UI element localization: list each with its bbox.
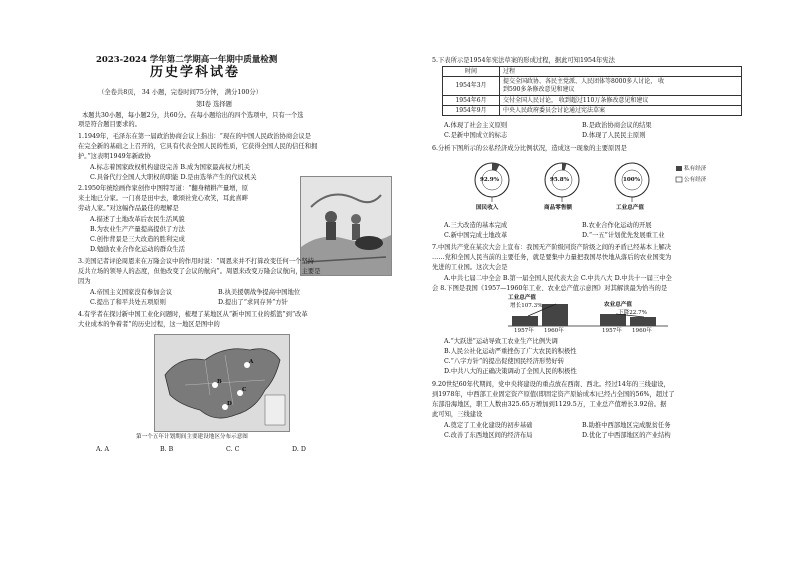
table-cell-line: 提交全国政协、各民主党派、人民团体等8000多人讨论， 收 (503, 78, 665, 85)
option-line: C.改善了东西地区间的经济布局 (444, 432, 533, 439)
question-line: 大业成本的争着者”的历史过程，这一地区是图中的 (78, 321, 220, 328)
table-row (443, 106, 742, 116)
question-line: 来土地已分家。一门喜是田中去，歌颂社党心欢笑，耳此喜畔 (78, 195, 249, 202)
option-line: B.为农业生产产量提高提供了方法 (90, 226, 185, 233)
table-header (443, 67, 742, 77)
question-line: 反共立场的领导人的态度，但他改变了会议的航向”。周恩来改变万隆会议航向，主要是 (78, 268, 321, 275)
option-c: C. C (226, 446, 240, 453)
china-map-figure (154, 334, 290, 432)
question-line: ……党和全国人民当前的主要任务，就是要集中力量把我国尽快地从落后的农业国变为 (432, 254, 672, 261)
option-line: D.“一五”计划优先发展重工业 (582, 232, 665, 239)
option-b: B. B (160, 446, 174, 453)
page-title: 历史学科试卷 (150, 65, 241, 80)
option-line: C.创作背景是三大改造的胜利完成 (90, 236, 185, 243)
option-line: C.提出了和平共处五项原则 (90, 299, 166, 306)
instructions-line: 本题共30小题，每小题2分，共60分。在每小题给出的四个选项中，只有一个选 (82, 112, 304, 119)
q5-table (442, 66, 742, 116)
option-line: A.帝国主义国家没有参加会议 (90, 289, 173, 296)
question-line: 此可知，三线建设 (432, 411, 483, 418)
map-icon (155, 335, 289, 431)
option-line: D.提出了“求同存异”方针 (218, 299, 288, 306)
question-line: 7.中国共产党在某次大会上宣布：我国无产阶级同资产阶级之间的矛盾已经基本上解决 (432, 244, 671, 251)
pie-label: 商品零售额 (544, 205, 572, 211)
question-line: 在完全新的基础之上召开的，它具有代表全国人民的性质，它获得全国人民的信任和拥 (78, 143, 318, 150)
exam-info: （全卷共8页， 34 小题，完卷时间75分钟， 满分100分） (98, 89, 262, 96)
pie-value: 100% (623, 177, 640, 183)
table-header-cell: 时间 (443, 67, 500, 77)
painting-figure-icon (301, 177, 391, 275)
option-line: D.优化了中西部地区的产业结构 (582, 432, 671, 439)
table-cell: 1954年3月 (443, 77, 500, 96)
question-line: 东部沿海地区，职工人数由325.65万增加到1129.5万，工业总产值增长3.92倍。据 (432, 401, 667, 408)
map-label-d: D (227, 401, 232, 407)
option-line: A.体现了社会主义原则 (444, 122, 508, 129)
option-a: A. A (96, 446, 110, 453)
table-cell: 交付全国人民讨论， 收到超过110万条修改意见和建议 (500, 96, 742, 106)
table-cell (500, 77, 742, 96)
option-d: D. D (292, 446, 306, 453)
pie-label: 国民收入 (476, 205, 499, 211)
bar-year: 1960年 (544, 328, 564, 334)
bar-chart-figure (508, 296, 668, 334)
legend-swatch-public (676, 177, 682, 182)
question-line: 先进的工业国。这次大会是 (432, 264, 508, 271)
pie-value: 92.9% (480, 177, 499, 183)
pie-charts-figure (462, 158, 722, 216)
option-line: A.“大跃进”运动导致工农业生产比例失调 (444, 338, 558, 345)
legend-label: 公有经济 (684, 177, 707, 183)
option-line: C.具备代行全国人大职权的职能 D.是由选举产生的代议机关 (90, 174, 257, 181)
bar-year: 1960年 (632, 328, 652, 334)
question-line: 1.1949年，毛泽东在第一届政治协商会议上指出：“现在的中国人民政治协商会议是 (78, 133, 312, 140)
bar-note-agriculture: 下降22.7% (618, 310, 647, 316)
pie-label: 工业总产值 (616, 205, 644, 211)
bar-year: 1957年 (514, 328, 534, 334)
question-line: 9.20世纪60年代期间，党中央将建设的重点放在西南、西北。经过14年的三线建设， (432, 381, 670, 388)
question-line: 到1978年，中西部工业固定资产原值(即固定资产原始成本)已经占全国的56%，超过了 (432, 391, 675, 398)
bar-year: 1957年 (602, 328, 622, 334)
bar-note-industry: 增长107.3% (510, 303, 543, 309)
table-cell-line: 到590多条修改意见和建议 (503, 86, 575, 93)
option-line: C.新中国完成土地改革 (444, 232, 508, 239)
option-line: A.描述了土地改革后农民生活风貌 (90, 216, 185, 223)
question-line: 2.1950年统绘画作家创作中图特写道：“翻身精耕产量增，原 (78, 185, 249, 192)
map-label-b: B (217, 379, 222, 385)
table-cell: 1954年9月 (443, 106, 500, 116)
question-line: 4.有学者在探讨新中国工业化问题时，梳理了某地区从“新中国工业的摇篮”到“改革 (78, 311, 308, 318)
option-line: A.奠定了工业化建设的初步基础 (444, 422, 533, 429)
bar-label-industry: 工业总产值 (508, 295, 536, 301)
bar-industry-1960 (542, 304, 568, 326)
exam-term: 2023-2024 学年第二学期高一年期中质量检测 (96, 55, 278, 65)
bar-industry-1957 (512, 316, 538, 326)
pie-value: 95.8% (550, 177, 569, 183)
table-row (443, 77, 742, 96)
option-line: C.是新中国成立的标志 (444, 132, 508, 139)
option-line: B.农业合作化运动的开展 (582, 222, 652, 229)
option-line: A.三大改造的基本完成 (444, 222, 508, 229)
option-line: C.“八字方针”的提出促使国民经济形势好转 (444, 358, 565, 365)
map-label-c: C (242, 387, 247, 393)
legend-swatch-private (676, 166, 682, 171)
legend-label: 私有经济 (684, 166, 707, 172)
map-label-a: A (249, 359, 254, 365)
option-line: B.执美援朝战争提高中国地位 (218, 289, 301, 296)
question-line: A.中共七届二中全会 B.第一届全国人民代表大会 C.中共八大 D.中共十一届三中全 (444, 275, 672, 282)
question-line: 3.美国记者评论周恩来在万隆会议中的作用时说：“周恩来并不打算改变任何一个坚持 (78, 258, 314, 265)
option-line: B.助推中西部地区完成脱贫任务 (582, 422, 671, 429)
option-line: D.中共八大的正确决策调动了全国人民的积极性 (444, 368, 577, 375)
question-line: 护。”这表明1949年新政协 (78, 153, 151, 160)
map-caption: 第一个五年计划期间主要建设地区分布示意图 (136, 434, 248, 440)
section-title: 第Ⅰ卷 选择题 (196, 101, 232, 108)
option-line: D.勉励农业合作化运动的群众生活 (90, 246, 185, 253)
table-cell: 1954年6月 (443, 96, 500, 106)
option-line: A.标志着国家政权机构建设完善 B.成为国家最高权力机关 (90, 164, 251, 171)
question-line: 因为 (78, 278, 91, 285)
question-line: 劳动人家。”对这幅作品最佳的理解是 (78, 205, 179, 212)
instructions-line: 项是符合题目要求的。 (78, 121, 141, 128)
option-line: B.人民公社化运动严重挫伤了广大农民的积极性 (444, 348, 577, 355)
question-stem: 6.分析下图所示的公私经济成分比例状况，造成这一现象的主要原因是 (432, 145, 627, 152)
bar-label-agriculture: 农业总产值 (604, 302, 632, 308)
table-cell: 中央人民政府委员会讨论通过宪法草案 (500, 106, 742, 116)
table-header-cell: 过程 (500, 67, 742, 77)
option-line: B.是政治协商会议的结果 (582, 122, 652, 129)
table-row (443, 96, 742, 106)
question-stem: 5.下表所示是1954年宪法草案的形成过程，据此可知1954年宪法 (432, 57, 615, 64)
question-line: 会 8.下图是我国《1957—1960年工业、农业总产值示意图》对其解读最为恰当的是 (432, 285, 668, 292)
bar-agriculture-1960 (630, 317, 656, 326)
option-line: D.体现了人民民主原则 (582, 132, 646, 139)
